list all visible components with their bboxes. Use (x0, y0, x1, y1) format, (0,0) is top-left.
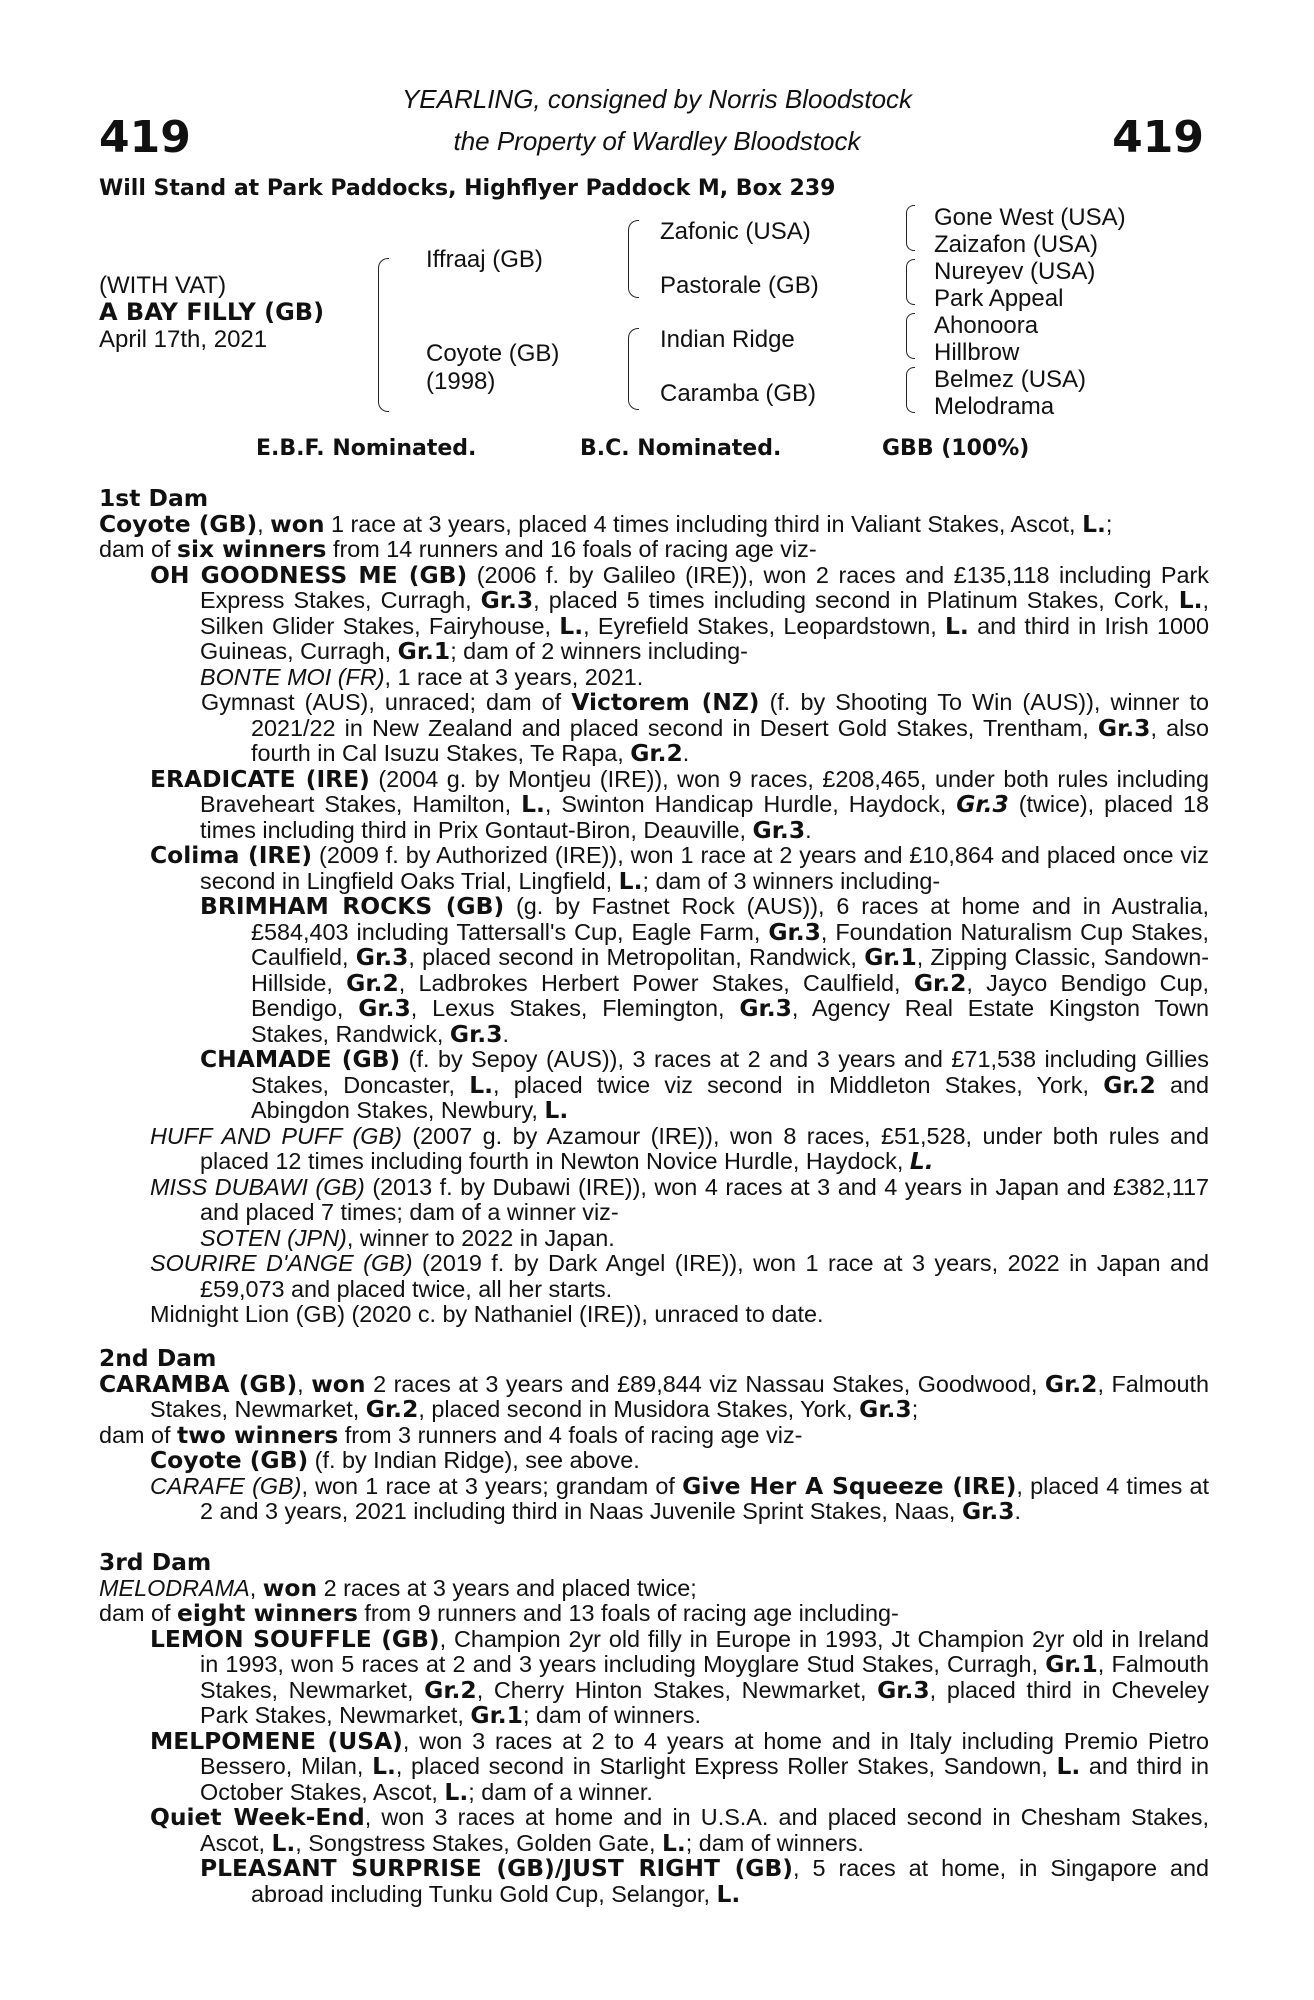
third-dam-summary: MELODRAMA, won 2 races at 3 years and placed twice; (99, 1573, 697, 1602)
second-dam-produce-summary: dam of two winners from 3 runners and 4 foals of racing age viz- (99, 1420, 803, 1449)
third-dam-produce-summary: dam of eight winners from 9 runners and 13 foals of racing age including- (99, 1599, 899, 1627)
lot-number-left: 419 (99, 112, 191, 163)
gg-4: Park Appeal (934, 285, 1064, 312)
pedigree-bracket-g2 (906, 259, 915, 305)
gbb-label: GBB (100%) (882, 436, 1030, 461)
pedigree-bracket-sire (628, 220, 639, 298)
produce-chamade: CHAMADE (GB) (f. by Sepoy (AUS)), 3 races at 2 and 3 years and £71,538 including Gillies Stakes, Doncaster, L., placed twice viz second in Middleton Stakes, York, Gr.2 and Abingdon Stakes, Newbury, L. (200, 1045, 1209, 1124)
pedigree-bracket-g1 (906, 205, 915, 251)
produce-colima: Colima (IRE) (2009 f. by Authorized (IRE)), won 1 race at 2 years and £10,864 and placed once viz second in Lingfield Oaks Trial, Lingfield, L.; dam of 3 winners including- (150, 841, 1209, 895)
gg-3: Nureyev (USA) (934, 258, 1096, 285)
sire-sire: Zafonic (USA) (660, 218, 811, 245)
pedigree-bracket-main (378, 258, 389, 412)
produce-pleasant-surprise: PLEASANT SURPRISE (GB)/JUST RIGHT (GB), 5 races at home, in Singapore and abroad including Tunku Gold Cup, Selangor, L. (200, 1854, 1209, 1908)
produce-miss-dubawi: MISS DUBAWI (GB) (2013 f. by Dubawi (IRE)), won 4 races at 3 and 4 years in Japan and £382,117 and placed 7 times; dam of a winner viz- (150, 1173, 1209, 1225)
produce-coyote: Coyote (GB) (f. by Indian Ridge), see above. (150, 1446, 640, 1474)
bc-nomination: B.C. Nominated. (580, 436, 782, 461)
gg-7: Belmez (USA) (934, 366, 1087, 393)
first-dam-heading: 1st Dam (99, 484, 209, 512)
produce-lemon-souffle: LEMON SOUFFLE (GB), Champion 2yr old filly in Europe in 1993, Jt Champion 2yr old in Ireland in 1993, won 5 races at 2 and 3 years including Moyglare Stud Stakes, Curragh, Gr.1, Falmouth Stakes, Newmarket, Gr.2, Cherry Hinton Stakes, Newmarket, Gr.3, placed third in Cheveley Park Stakes, Newmarket, Gr.1; dam of winners. (150, 1624, 1209, 1729)
produce-oh-goodness-me: OH GOODNESS ME (GB) (2006 f. by Galileo (IRE)), won 2 races and £135,118 including Park Express Stakes, Curragh, Gr.3, placed 5 times including second in Platinum Stakes, Cork, L., Silken Glider Stakes, Fairyhouse, L., Eyrefield Stakes, Leopardstown, L. and third in Irish 1000 Guineas, Curragh, Gr.1; dam of 2 winners including- (150, 560, 1210, 665)
stand-location: Will Stand at Park Paddocks, Highflyer Paddock M, Box 239 (99, 176, 836, 201)
produce-brimham-rocks: BRIMHAM ROCKS (GB) (g. by Fastnet Rock (AUS)), 6 races at home and in Australia, £584,403 including Tattersall's Cup, Eagle Farm, Gr.3, Foundation Naturalism Cup Stakes, Caulfield, Gr.3, placed second in Metropolitan, Randwick, Gr.1, Zipping Classic, Sandown-Hillside, Gr.2, Ladbrokes Herbert Power Stakes, Caulfield, Gr.2, Jayco Bendigo Cup, Bendigo, Gr.3, Lexus Stakes, Flemington, Gr.3, Agency Real Estate Kingston Town Stakes, Randwick, Gr.3. (200, 892, 1209, 1048)
property-line: the Property of Wardley Bloodstock (453, 126, 861, 156)
dam-dam: Caramba (GB) (660, 380, 817, 407)
gg-5: Ahonoora (934, 312, 1039, 339)
first-dam-section (99, 486, 1209, 1328)
pedigree-bracket-g3 (906, 313, 915, 359)
second-dam-section (99, 1346, 1209, 1525)
gg-1: Gone West (USA) (934, 204, 1126, 231)
lot-number-right: 419 (1112, 112, 1204, 163)
dam-sire: Indian Ridge (660, 326, 795, 353)
ebf-nomination: E.B.F. Nominated. (256, 436, 477, 461)
produce-huff-and-puff: HUFF AND PUFF (GB) (2007 g. by Azamour (IRE)), won 8 races, £51,528, under both rules and placed 12 times including fourth in Newton Novice Hurdle, Haydock, L. (150, 1122, 1209, 1175)
produce-carafe: CARAFE (GB), won 1 race at 3 years; grandam of Give Her A Squeeze (IRE), placed 4 times at 2 and 3 years, 2021 including third in Naas Juvenile Sprint Stakes, Naas, Gr.3. (150, 1471, 1209, 1525)
vat-note: (WITH VAT) (99, 272, 227, 299)
dam-year: (1998) (426, 368, 496, 395)
horse-dob: April 17th, 2021 (99, 326, 268, 353)
second-dam-summary: CARAMBA (GB), won 2 races at 3 years and £89,844 viz Nassau Stakes, Goodwood, Gr.2, Falmouth Stakes, Newmarket, Gr.2, placed second in Musidora Stakes, York, Gr.3; (99, 1369, 1209, 1423)
third-dam-heading: 3rd Dam (99, 1548, 212, 1576)
produce-soten: SOTEN (JPN), winner to 2022 in Japan. (200, 1224, 615, 1251)
produce-eradicate: ERADICATE (IRE) (2004 g. by Montjeu (IRE)), won 9 races, £208,465, under both rules including Braveheart Stakes, Hamilton, L., Swinton Handicap Hurdle, Haydock, Gr.3 (twice), placed 18 times including third in Prix Gontaut-Biron, Deauville, Gr.3. (150, 764, 1209, 844)
produce-melpomene: MELPOMENE (USA), won 3 races at 2 to 4 years at home and in Italy including Premio Pietro Bessero, Milan, L., placed second in Starlight Express Roller Stakes, Sandown, L. and third in October Stakes, Ascot, L.; dam of a winner. (150, 1726, 1210, 1806)
produce-midnight-lion: Midnight Lion (GB) (2020 c. by Nathaniel (IRE)), unraced to date. (150, 1301, 824, 1327)
produce-gymnast: Gymnast (AUS), unraced; dam of Victorem (NZ) (f. by Shooting To Win (AUS)), winner to 2021/22 in New Zealand and placed second in Desert Gold Stakes, Trentham, Gr.3, also fourth in Cal Isuzu Stakes, Te Rapa, Gr.2. (201, 688, 1209, 767)
third-dam-section (99, 1550, 1209, 1907)
sire-dam: Pastorale (GB) (660, 272, 819, 299)
pedigree-bracket-g4 (906, 367, 915, 413)
gg-6: Hillbrow (934, 339, 1020, 366)
dam-name: Coyote (GB) (426, 340, 560, 367)
pedigree-bracket-dam (628, 328, 639, 410)
gg-8: Melodrama (934, 393, 1055, 420)
produce-quiet-week-end: Quiet Week-End, won 3 races at home and in U.S.A. and placed second in Chesham Stakes, Ascot, L., Songstress Stakes, Golden Gate, L.; dam of winners. (150, 1803, 1209, 1857)
gg-2: Zaizafon (USA) (934, 231, 1099, 258)
produce-sourire-dange: SOURIRE D'ANGE (GB) (2019 f. by Dark Angel (IRE)), won 1 race at 3 years, 2022 in Japan and £59,073 and placed twice, all her starts. (150, 1250, 1209, 1302)
first-dam-summary: Coyote (GB), won 1 race at 3 years, placed 4 times including third in Valiant Stakes, Ascot, L.; dam of six winners from 14 runners and 16 foals of racing age viz- (99, 509, 1113, 563)
produce-bonte-moi: BONTE MOI (FR), 1 race at 3 years, 2021. (200, 663, 644, 690)
horse-name: A BAY FILLY (GB) (99, 298, 325, 326)
second-dam-heading: 2nd Dam (99, 1344, 217, 1372)
consignment-line: YEARLING, consigned by Norris Bloodstock (401, 84, 913, 114)
sire-name: Iffraaj (GB) (426, 246, 543, 273)
